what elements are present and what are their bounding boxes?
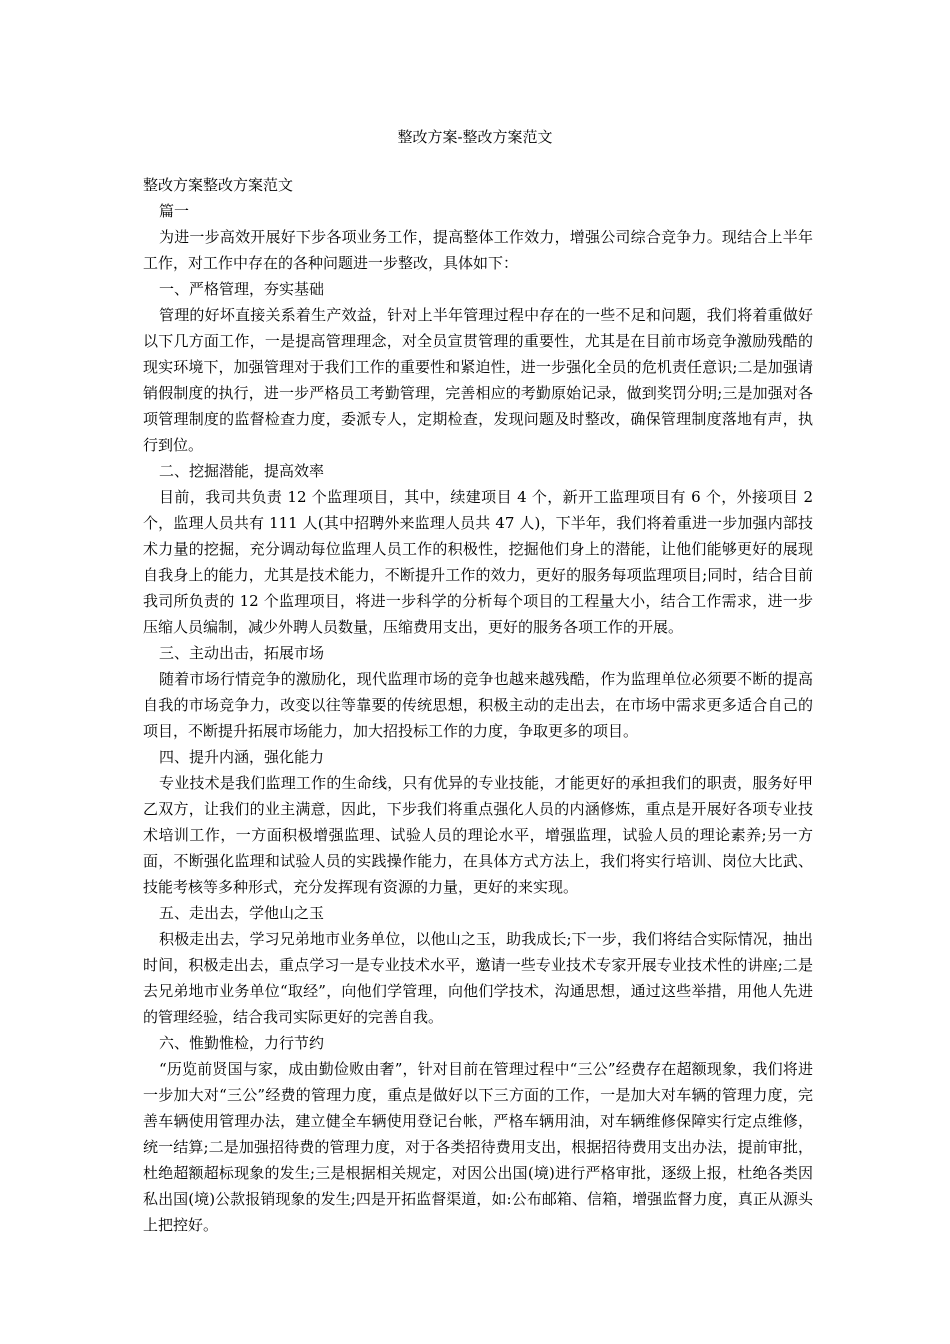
section-heading-5: 五、走出去，学他山之玉 — [159, 904, 325, 922]
section-body-3: 随着市场行情竞争的激励化，现代监理市场的竞争也越来越残酷，作为监理单位必须要不断的提高自我的市场竞争力，改变以往等靠要的传统思想，积极主动的走出去，在市场中需求更多适合自己的项目，不断提升拓展市场能力，加大招投标工作的力度，争取更多的项目。 — [143, 670, 813, 740]
section-heading-3: 三、主动出击，拓展市场 — [159, 644, 325, 662]
section-heading-6: 六、惟勤惟检，力行节约 — [159, 1034, 325, 1052]
section-body-1: 管理的好坏直接关系着生产效益，针对上半年管理过程中存在的一些不足和问题，我们将着重做好以下几方面工作，一是提高管理理念，对全员宣贯管理的重要性，尤其是在目前市场竞争激励残酷的现实环境下，加强管理对于我们工作的重要性和紧迫性，进一步强化全员的危机责任意识;二是加强请销假制度的执行，进一步严格员工考勤管理，完善相应的考勤原始记录，做到奖罚分明;三是加强对各项管理制度的监督检查力度，委派专人，定期检查，发现问题及时整改，确保管理制度落地有声，执行到位。 — [143, 306, 813, 454]
section-heading-4: 四、提升内涵，强化能力 — [159, 748, 325, 766]
document-subtitle: 整改方案整改方案范文 — [143, 176, 294, 194]
section-heading-1: 一、严格管理，夯实基础 — [159, 280, 325, 298]
part-label: 篇一 — [159, 202, 190, 220]
section-body-2: 目前，我司共负责 12 个监理项目，其中，续建项目 4 个，新开工监理项目有 6 个，外接项目 2 个，监理人员共有 111 人(其中招聘外来监理人员共 47 人)，下半年，我们将着重进一步加强内部技术力量的挖掘，充分调动每位监理人员工作的积极性，挖掘他们身上的潜能，让他们能够更好的展现自我身上的能力，尤其是技术能力，不断提升工作的效力，更好的服务每项监理项目;同时，结合目前我司所负责的 12 个监理项目，将进一步科学的分析每个项目的工程量大小，结合工作需求，进一步压缩人员编制，减少外聘人员数量，压缩费用支出，更好的服务各项工作的开展。 — [143, 488, 813, 636]
document-body — [143, 172, 813, 1238]
section-body-6: “历览前贤国与家，成由勤俭败由奢”，针对目前在管理过程中“三公”经费存在超额现象，我们将进一步加大对“三公”经费的管理力度，重点是做好以下三方面的工作，一是加大对车辆的管理力度，完善车辆使用管理办法，建立健全车辆使用登记台帐，严格车辆用油，对车辆维修保障实行定点维修，统一结算;二是加强招待费的管理力度，对于各类招待费用支出，根据招待费用支出办法，提前审批，杜绝超额超标现象的发生;三是根据相关规定，对因公出国(境)进行严格审批，逐级上报，杜绝各类因私出国(境)公款报销现象的发生;四是开拓监督渠道，如:公布邮箱、信箱，增强监督力度，真正从源头上把控好。 — [143, 1060, 813, 1234]
section-body-4: 专业技术是我们监理工作的生命线，只有优异的专业技能，才能更好的承担我们的职责，服务好甲乙双方，让我们的业主满意，因此，下步我们将重点强化人员的内涵修炼，重点是开展好各项专业技术培训工作，一方面积极增强监理、试验人员的理论水平，增强监理，试验人员的理论素养;另一方面，不断强化监理和试验人员的实践操作能力，在具体方式方法上，我们将实行培训、岗位大比武、技能考核等多种形式，充分发挥现有资源的力量，更好的来实现。 — [143, 774, 813, 896]
intro-paragraph: 为进一步高效开展好下步各项业务工作，提高整体工作效力，增强公司综合竞争力。现结合上半年工作，对工作中存在的各种问题进一步整改，具体如下： — [143, 228, 813, 272]
section-heading-2: 二、挖掘潜能，提高效率 — [159, 462, 325, 480]
document-title: 整改方案-整改方案范文 — [397, 128, 553, 146]
section-body-5: 积极走出去，学习兄弟地市业务单位，以他山之玉，助我成长;下一步，我们将结合实际情况，抽出时间，积极走出去，重点学习一是专业技术水平，邀请一些专业技术专家开展专业技术性的讲座;二是去兄弟地市业务单位“取经”，向他们学管理，向他们学技术，沟通思想，通过这些举措，用他人先进的管理经验，结合我司实际更好的完善自我。 — [143, 930, 813, 1026]
